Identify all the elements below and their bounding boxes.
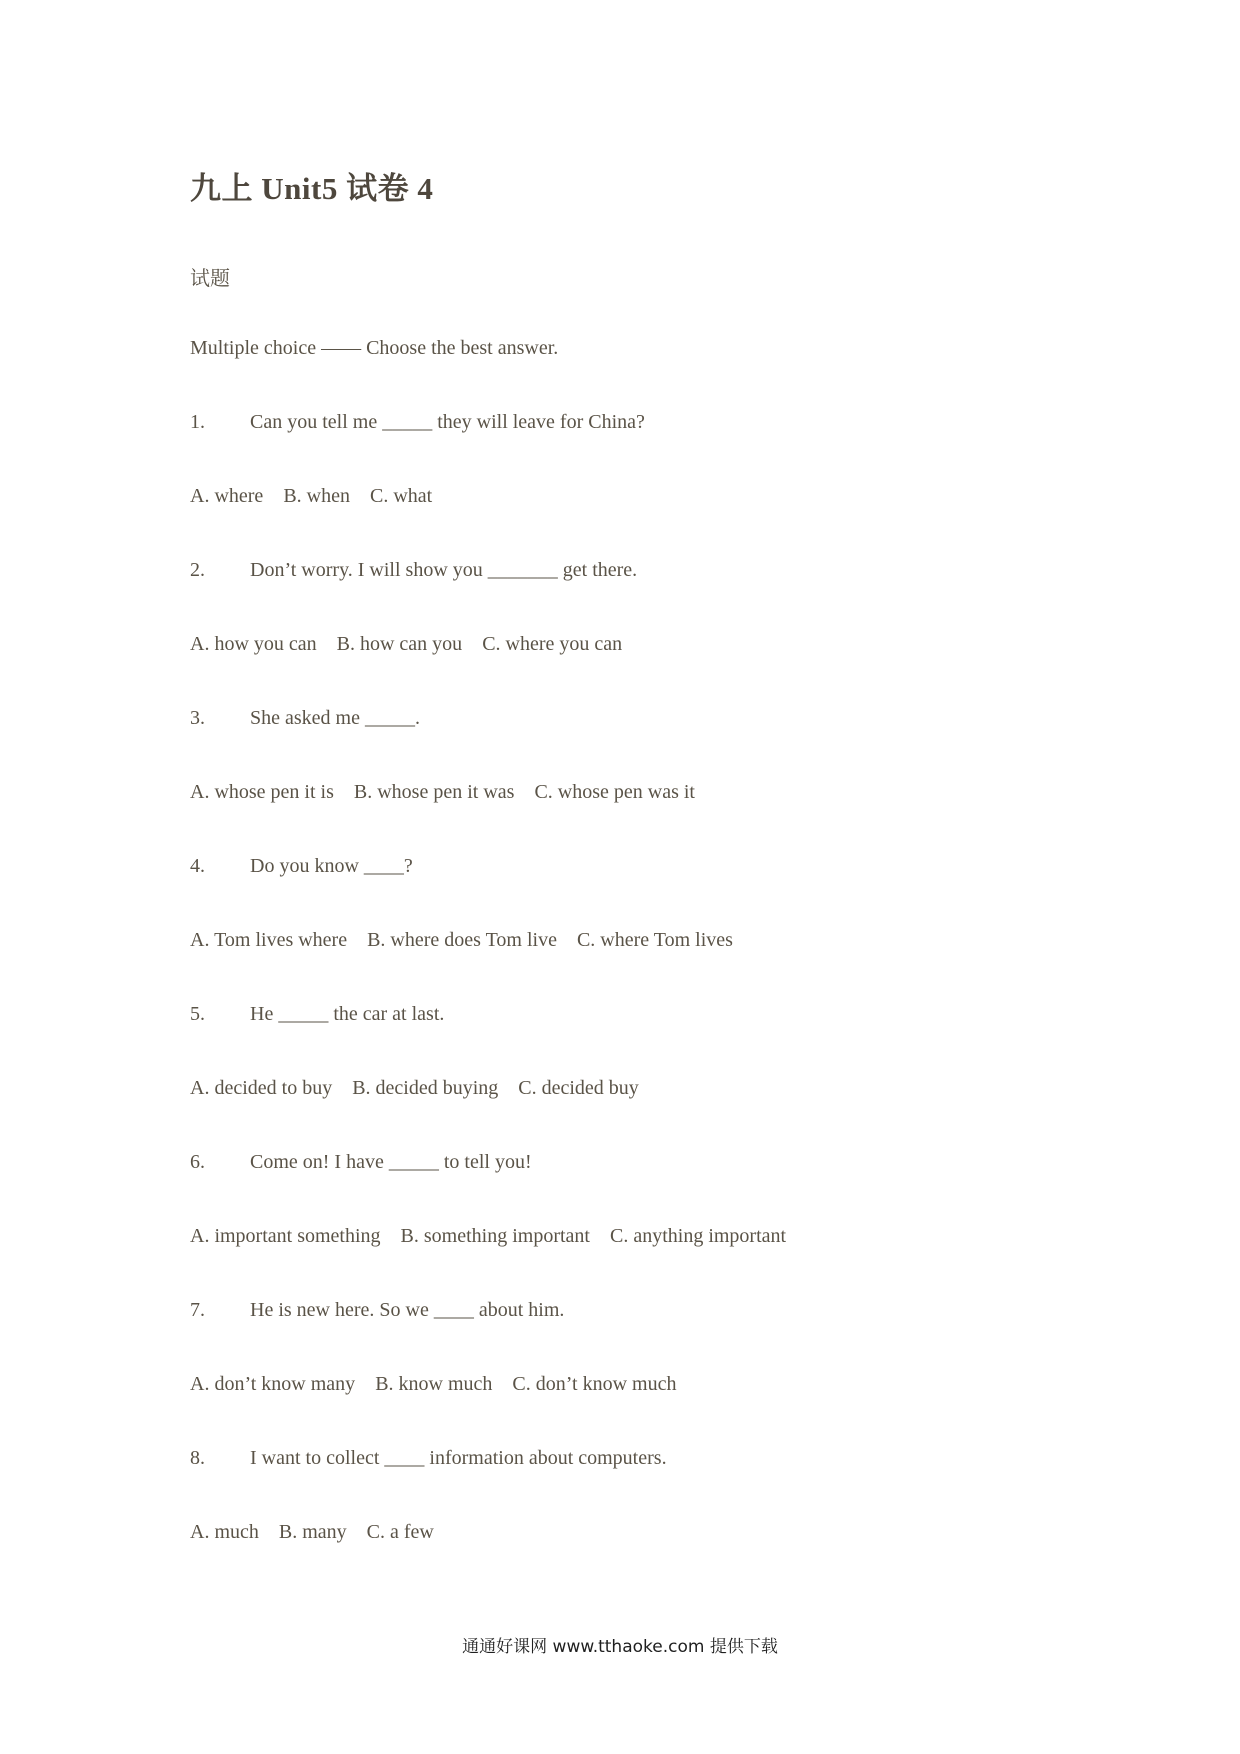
question-text: Can you tell me _____ they will leave for China? [250,411,645,433]
option-b: B. when [283,485,350,507]
option-c: C. where Tom lives [576,929,733,951]
question-item [190,411,1150,559]
question-number: 8. [190,1447,205,1469]
question-text: I want to collect ____ information about computers. [250,1447,667,1469]
question-text: He _____ the car at last. [250,1003,445,1025]
option-a: A. where [190,485,264,507]
options-line [190,1521,1150,1595]
section-heading: Multiple choice —— Choose the best answer. [190,337,559,359]
question-text: Do you know ____? [250,855,413,877]
option-c: C. decided buy [518,1077,639,1099]
question-number: 3. [190,707,205,729]
options-line [190,781,1150,855]
option-a: A. don’t know many [190,1373,356,1395]
document-subtitle: 试题 [190,268,230,290]
question-number: 1. [190,411,205,433]
question-number: 4. [190,855,205,877]
option-c: C. anything important [609,1225,787,1247]
option-b: B. know much [375,1373,493,1395]
option-c: C. whose pen was it [534,781,695,803]
option-b: B. whose pen it was [353,781,515,803]
option-b: B. where does Tom live [367,929,557,951]
option-c: C. what [369,485,433,507]
option-a: A. important something [190,1225,381,1247]
question-item [190,559,1150,707]
question-number: 2. [190,559,205,581]
option-a: A. decided to buy [190,1077,333,1099]
option-b: B. many [278,1521,347,1543]
question-number: 7. [190,1299,205,1321]
options-line [190,633,1150,707]
question-text: Don’t worry. I will show you _______ get there. [250,559,638,581]
question-text: She asked me _____. [250,707,420,729]
option-c: C. where you can [482,633,623,655]
question-item [190,1447,1150,1595]
options-line [190,1077,1150,1151]
question-item [190,1151,1150,1299]
option-b: B. decided buying [352,1077,499,1099]
option-b: B. something important [400,1225,590,1247]
question-item [190,1299,1150,1447]
options-line [190,485,1150,559]
option-a: A. Tom lives where [190,929,348,951]
option-c: C. a few [366,1521,434,1543]
question-text: Come on! I have _____ to tell you! [250,1151,532,1173]
question-item [190,1003,1150,1151]
question-text: He is new here. So we ____ about him. [250,1299,565,1321]
question-number: 6. [190,1151,205,1173]
option-a: A. whose pen it is [190,781,334,803]
question-list [190,411,1150,1595]
document-title: 九上 Unit5 试卷 4 [190,171,434,206]
question-item [190,855,1150,1003]
question-item [190,707,1150,855]
option-c: C. don’t know much [512,1373,677,1395]
options-line [190,1225,1150,1299]
option-b: B. how can you [336,633,463,655]
question-number: 5. [190,1003,205,1025]
option-a: A. much [190,1521,259,1543]
options-line [190,1373,1150,1447]
page-footer: 通通好课网 www.tthaoke.com 提供下载 [462,1637,778,1657]
option-a: A. how you can [190,633,317,655]
options-line [190,929,1150,1003]
